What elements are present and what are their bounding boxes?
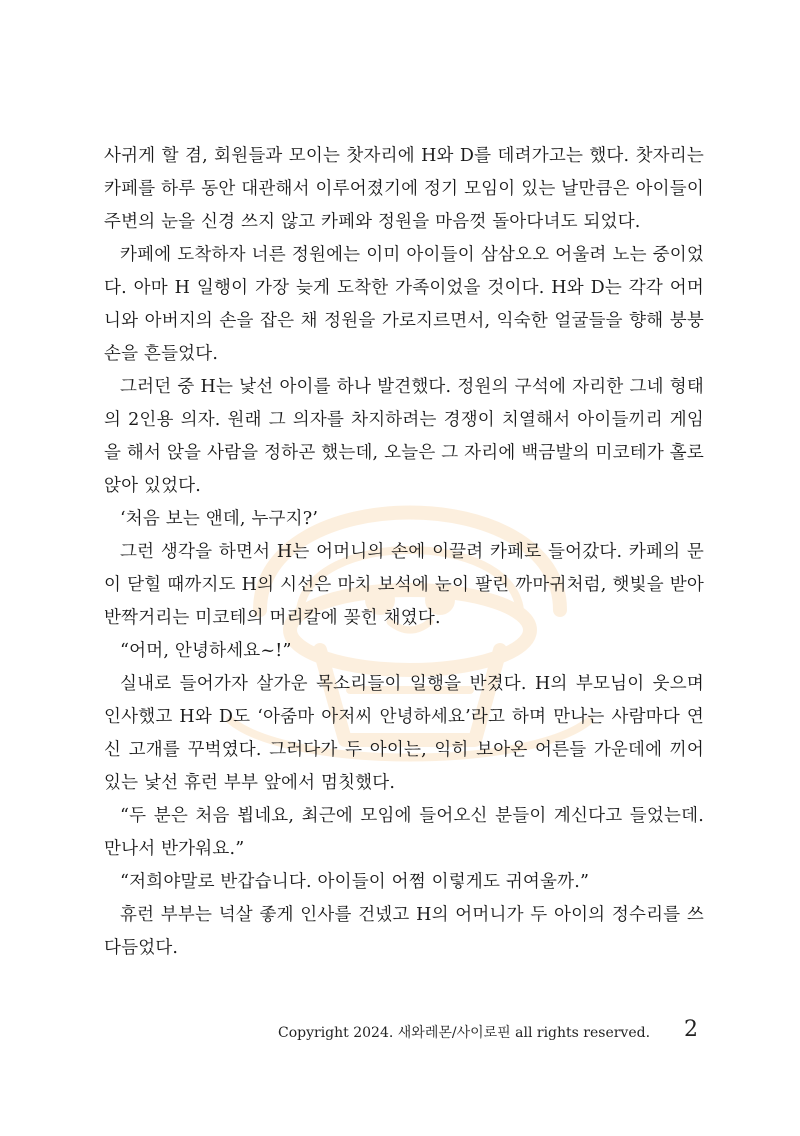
dialogue-line: “저희야말로 반갑습니다. 아이들이 어쩜 이렇게도 귀여울까.”: [120, 872, 590, 892]
paragraph: 그런 생각을 하면서 H는 어머니의 손에 이끌려 카페로 들어갔다. 카페의 문이 닫힐 때까지도 H의 시선은 마치 보석에 눈이 팔린 까마귀처럼, 햇빛을 받아 반짝거리는 미코테의 머리칼에 꽂힌 채였다.: [104, 542, 704, 628]
paragraph: 그러던 중 H는 낯선 아이를 하나 발견했다. 정원의 구석에 자리한 그네 형태의 2인용 의자. 원래 그 의자를 차지하려는 경쟁이 치열해서 아이들끼리 게임을 해서 앉을 사람을 정하곤 했는데, 오늘은 그 자리에 백금발의 미코테가 홀로 앉아 있었다.: [104, 377, 704, 496]
paragraph: 휴런 부부는 넉살 좋게 인사를 건넸고 H의 어머니가 두 아이의 정수리를 쓰다듬었다.: [104, 905, 704, 958]
page-number: 2: [684, 1017, 698, 1042]
paragraph: 실내로 들어가자 살가운 목소리들이 일행을 반겼다. H의 부모님이 웃으며 인사했고 H와 D도 ‘아줌마 아저씨 안녕하세요’라고 하며 만나는 사람마다 연신 고개를 꾸벅였다. 그러다가 두 아이는, 익히 보아온 어른들 가운데에 끼어 있는 낯선 휴런 부부 앞에서 멈칫했다.: [104, 674, 704, 793]
paragraph: 카페에 도착하자 너른 정원에는 이미 아이들이 삼삼오오 어울려 노는 중이었다. 아마 H 일행이 가장 늦게 도착한 가족이었을 것이다. H와 D는 각각 어머니와 아버지의 손을 잡은 채 정원을 가로지르면서, 익숙한 얼굴들을 향해 붕붕 손을 흔들었다.: [104, 245, 704, 364]
footer-copyright: Copyright 2024. 새와레몬/사이로핀 all rights reserved.: [278, 1025, 651, 1041]
body-text: [104, 140, 704, 965]
paragraph: 사귀게 할 겸, 회원들과 모이는 찻자리에 H와 D를 데려가고는 했다. 찻자리는 카페를 하루 동안 대관해서 이루어졌기에 정기 모임이 있는 날만큼은 아이들이 주변의 눈을 신경 쓰지 않고 카페와 정원을 마음껏 돌아다녀도 되었다.: [104, 146, 704, 232]
dialogue-line: ‘처음 보는 앤데, 누구지?’: [120, 509, 319, 529]
dialogue-line: “두 분은 처음 뵙네요, 최근에 모임에 들어오신 분들이 계신다고 들었는데. 만나서 반가워요.”: [104, 806, 704, 859]
dialogue-line: “어머, 안녕하세요~!”: [120, 641, 292, 661]
